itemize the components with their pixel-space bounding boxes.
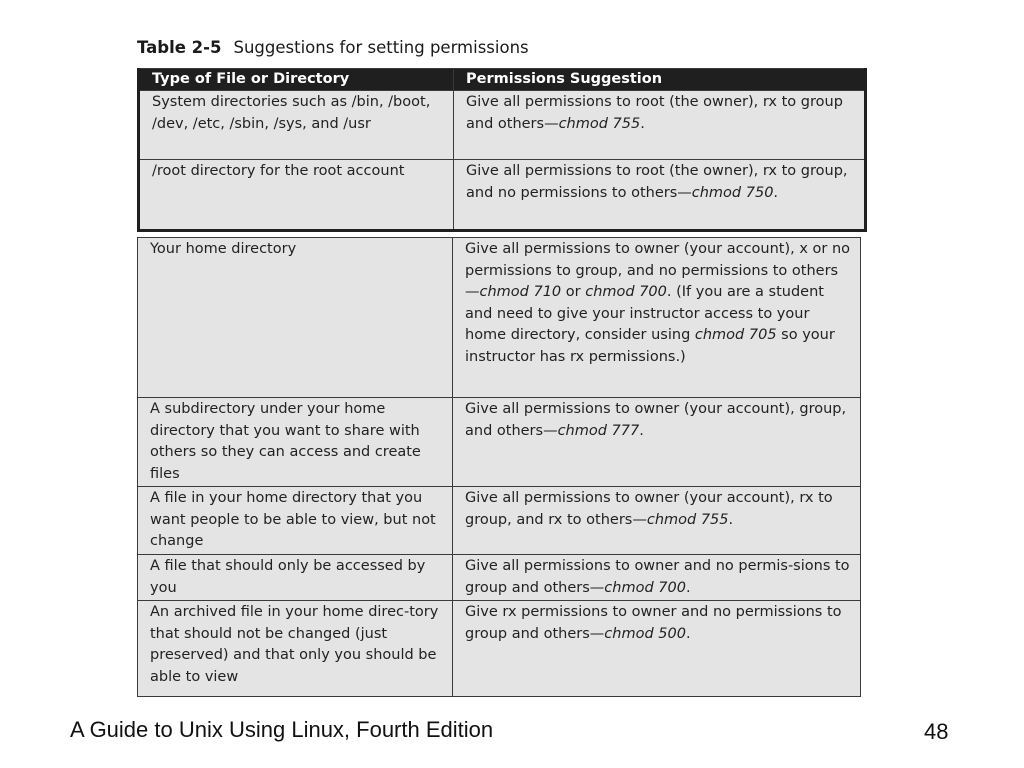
row-type-cell: /root directory for the root account: [139, 160, 454, 231]
row-type-cell: A file in your home directory that you want people to be able to view, but not change: [138, 487, 453, 555]
suggestion-command: chmod 755: [646, 511, 729, 528]
suggestion-command: chmod 750: [691, 184, 774, 201]
table-header-row: [139, 69, 866, 91]
table-title: Suggestions for setting permissions: [233, 38, 529, 57]
suggestion-text: Give all permissions to owner (your account), x or no permissions to group, and no permissions to others—: [465, 241, 851, 300]
footer-page-number: 48: [924, 719, 949, 744]
suggestion-end: .: [773, 184, 779, 201]
footer-book-title: A Guide to Unix Using Linux, Fourth Edition: [70, 717, 494, 742]
suggestion-mid-2: . (If you are a student and need to give your instructor access to your home directory, consider using: [465, 284, 824, 343]
permissions-table-top: [137, 68, 867, 232]
header-type: Type of File or Directory: [139, 69, 454, 91]
table-caption: [137, 37, 529, 59]
suggestion-command: chmod 500: [604, 625, 686, 642]
row-type-cell: An archived file in your home direc-tory that should not be changed (just preserved) and that only you should be able to view: [138, 601, 453, 697]
suggestion-command: chmod 755: [558, 115, 641, 132]
suggestion-command-3: chmod 705: [694, 327, 777, 343]
row-type-cell: System directories such as /bin, /boot, /dev, /etc, /sbin, /sys, and /usr: [139, 91, 454, 160]
row-suggestion-cell: [453, 601, 861, 697]
suggestion-text: Give all permissions to root (the owner), rx to group, and no permissions to others—: [466, 163, 848, 201]
row-suggestion-cell: [453, 555, 861, 601]
suggestion-text: Give all permissions to owner (your account), rx to group, and rx to others—: [465, 490, 833, 528]
row-suggestion-cell: [453, 487, 861, 555]
header-suggestion: Permissions Suggestion: [454, 69, 866, 91]
suggestion-end: .: [685, 625, 691, 642]
row-suggestion-cell: [454, 160, 866, 231]
suggestion-command: chmod 710: [479, 284, 562, 300]
suggestion-text: Give all permissions to owner (your account), group, and others—: [465, 401, 847, 439]
row-suggestion-cell: [453, 238, 861, 398]
suggestion-text: Give rx permissions to owner and no permissions to group and others—: [465, 604, 842, 642]
suggestion-end: .: [728, 511, 734, 528]
table-row: [138, 398, 861, 487]
suggestion-end: .: [685, 579, 691, 596]
row-type-cell: A subdirectory under your home directory that you want to share with others so they can access and create files: [138, 398, 453, 487]
row-suggestion-cell: [453, 398, 861, 487]
row-suggestion-cell: [454, 91, 866, 160]
row-type-cell: A file that should only be accessed by you: [138, 555, 453, 601]
table-row: [139, 91, 866, 160]
suggestion-text: Give all permissions to root (the owner), rx to group and others—: [466, 94, 843, 132]
table-row: [138, 601, 861, 697]
suggestion-end: .: [639, 422, 644, 439]
table-number: Table 2-5: [137, 38, 222, 57]
suggestion-command: chmod 700: [604, 579, 686, 596]
table-row: [138, 238, 861, 398]
row-type-cell: Your home directory: [138, 238, 453, 398]
table-row: [138, 487, 861, 555]
suggestion-command: chmod 777: [557, 422, 640, 439]
table-row: [138, 555, 861, 601]
table-row: [139, 160, 866, 231]
suggestion-end: .: [640, 115, 645, 132]
suggestion-end: so your instructor has rx permissions.): [465, 327, 835, 365]
suggestion-text: Give all permissions to owner and no permis-sions to group and others—: [465, 558, 850, 596]
suggestion-mid: or: [561, 284, 586, 300]
suggestion-command-2: chmod 700: [585, 284, 667, 300]
permissions-table-bottom: [137, 237, 861, 697]
